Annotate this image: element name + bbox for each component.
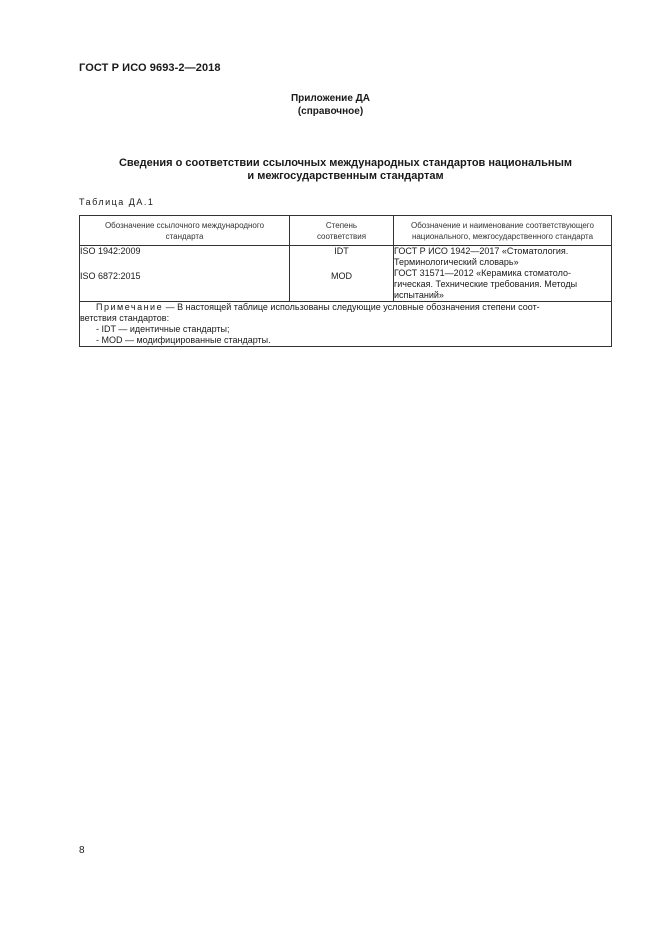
note-line-2: ветствия стандартов: bbox=[80, 313, 170, 323]
document-code: ГОСТ Р ИСО 9693-2—2018 bbox=[79, 62, 221, 74]
note-label: Примечание bbox=[96, 302, 164, 312]
header-national-standard: Обозначение и наименование соответствующего национального, межгосударственного стандарта bbox=[394, 216, 612, 246]
national-standard-1-line-1: ГОСТ Р ИСО 1942—2017 «Стоматология. bbox=[394, 246, 569, 256]
national-standard-2-line-1: ГОСТ 31571—2012 «Керамика стоматоло- bbox=[394, 268, 571, 278]
table-header-row bbox=[80, 216, 612, 246]
section-title-line-2: и межгосударственным стандартам bbox=[247, 170, 444, 182]
table-note-row bbox=[80, 302, 612, 347]
annex-title: Приложение ДА bbox=[290, 93, 371, 104]
national-standard-1-line-2: Терминологический словарь» bbox=[394, 257, 519, 267]
section-title bbox=[90, 157, 601, 183]
header-international-standard: Обозначение ссылочного международного стандарта bbox=[80, 216, 290, 246]
header-degree-of-conformity: Степень соответствия bbox=[290, 216, 394, 246]
table-caption: Таблица ДА.1 bbox=[79, 197, 155, 207]
note-text-1: — В настоящей таблице использованы следующие условные обозначения степени соот- bbox=[163, 302, 540, 312]
page-number: 8 bbox=[79, 845, 85, 856]
table-row bbox=[80, 246, 612, 302]
standards-table bbox=[79, 215, 612, 347]
note-item-mod: - MOD — модифицированные стандарты. bbox=[96, 335, 271, 345]
intl-standard-1: ISO 1942:2009 bbox=[80, 246, 141, 256]
annex-subtitle: (справочное) bbox=[297, 106, 364, 117]
cell-degrees bbox=[290, 246, 394, 302]
degree-2: MOD bbox=[331, 271, 352, 281]
cell-international-standards bbox=[80, 246, 290, 302]
intl-standard-2: ISO 6872:2015 bbox=[80, 271, 141, 281]
degree-1: IDT bbox=[334, 246, 349, 256]
section-title-line-1: Сведения о соответствии ссылочных международных стандартов национальным bbox=[118, 157, 573, 169]
cell-national-standards bbox=[394, 246, 612, 302]
note-item-idt: - IDT — идентичные стандарты; bbox=[96, 324, 230, 334]
table-note bbox=[80, 302, 612, 347]
national-standard-2-line-2: гическая. Технические требования. Методы bbox=[394, 279, 578, 289]
national-standard-2-line-3: испытаний» bbox=[394, 290, 444, 300]
note-line-1 bbox=[80, 302, 611, 313]
